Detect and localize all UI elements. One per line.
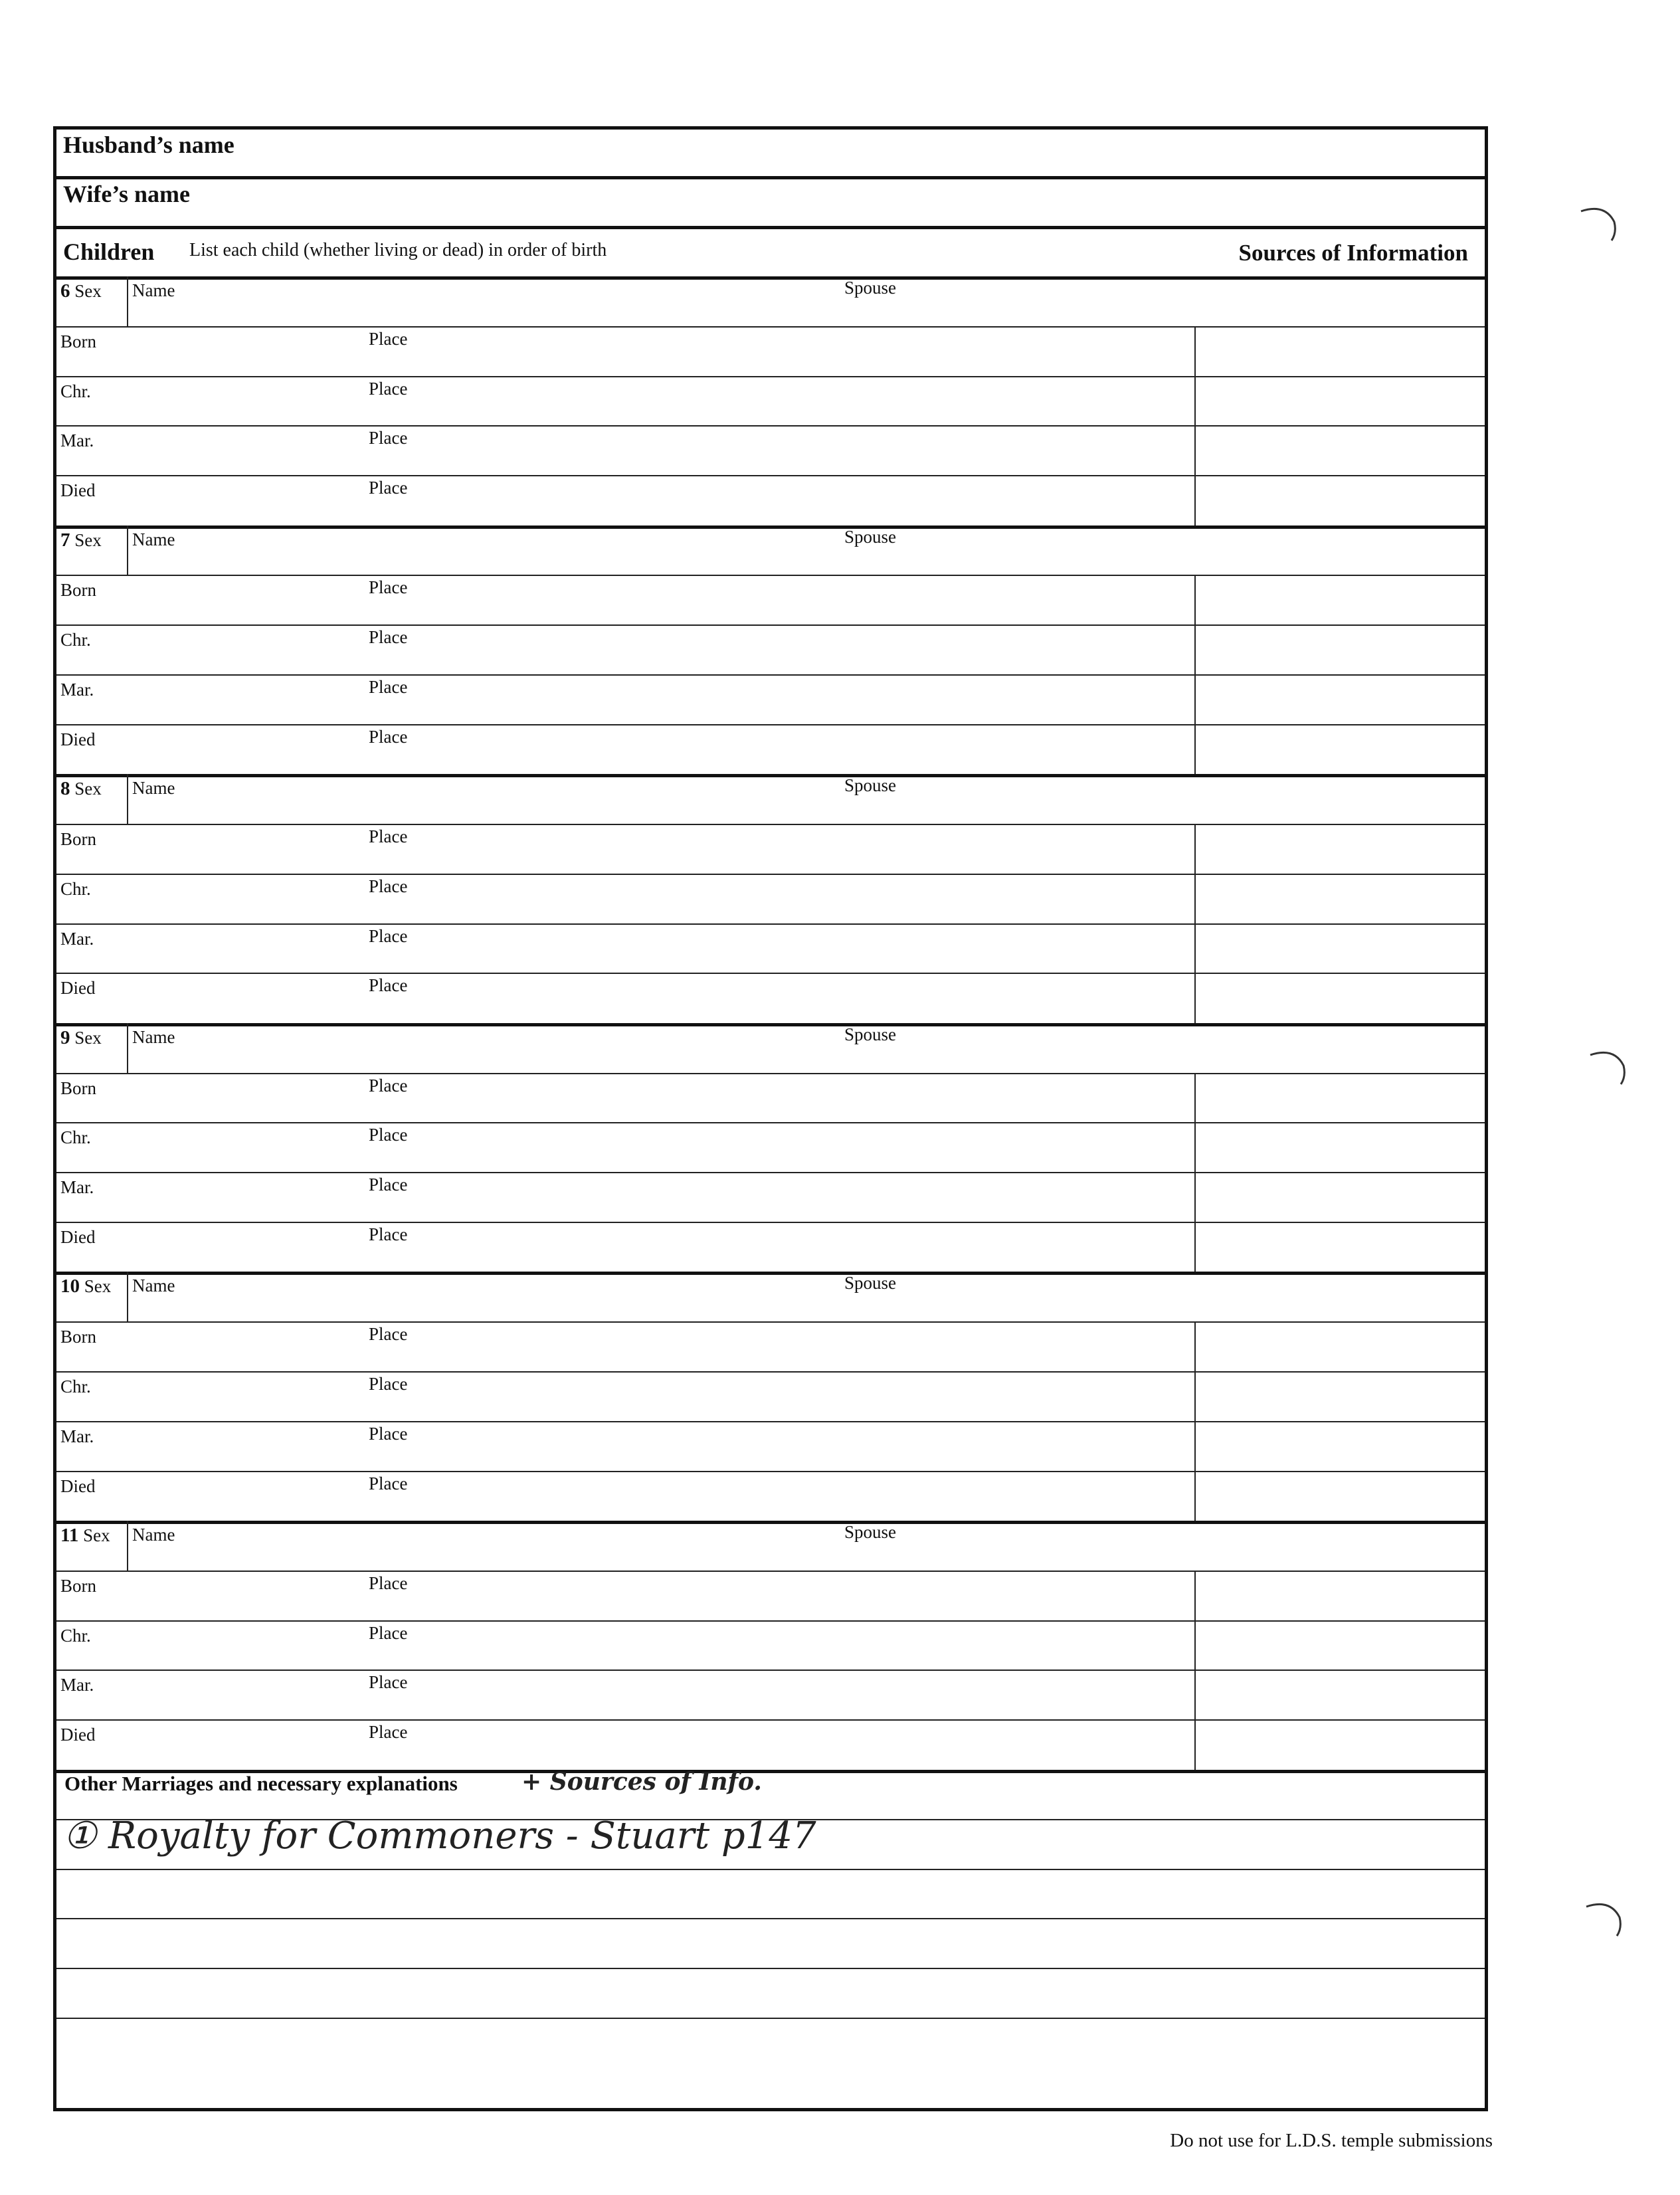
married-label: Mar. <box>60 1426 94 1446</box>
married-label: Mar. <box>60 928 94 949</box>
binder-ring-mark <box>1584 1897 1624 1937</box>
binder-ring-mark <box>1578 202 1618 242</box>
place-field[interactable]: Place <box>369 1473 408 1493</box>
child-name-field[interactable]: Name <box>132 1525 175 1545</box>
spouse-field[interactable]: Spouse <box>844 1273 897 1293</box>
child-block-divider <box>56 774 1485 777</box>
family-group-record-form <box>53 126 1488 2111</box>
child-sex-field[interactable] <box>60 529 102 551</box>
married-label: Mar. <box>60 430 94 451</box>
place-field[interactable]: Place <box>369 1722 408 1743</box>
place-field[interactable]: Place <box>369 1324 408 1345</box>
place-field[interactable]: Place <box>369 1622 408 1643</box>
child-name-field[interactable]: Name <box>132 1276 175 1296</box>
place-field[interactable]: Place <box>369 478 408 498</box>
born-label: Born <box>60 331 96 351</box>
place-field[interactable]: Place <box>369 1125 408 1145</box>
died-label: Died <box>60 480 96 501</box>
sex-label: Sex <box>74 529 102 550</box>
place-field[interactable]: Place <box>369 826 408 846</box>
married-label: Mar. <box>60 1675 94 1695</box>
place-field[interactable]: Place <box>369 577 408 598</box>
place-field[interactable]: Place <box>369 428 408 448</box>
explanation-line <box>56 1819 1485 1820</box>
binder-ring-mark <box>1588 1046 1628 1086</box>
place-field[interactable]: Place <box>369 1374 408 1394</box>
other-marriages-label: Other Marriages and necessary explanations <box>64 1772 458 1795</box>
christened-label: Chr. <box>60 1377 91 1396</box>
explanation-line <box>56 2018 1485 2019</box>
divider <box>56 1321 1485 1323</box>
sources-of-information-label: Sources of Information <box>1238 240 1468 266</box>
spouse-field[interactable]: Spouse <box>844 526 897 547</box>
place-field[interactable]: Place <box>369 378 408 399</box>
spouse-field[interactable]: Spouse <box>844 1522 897 1542</box>
child-sex-field[interactable] <box>60 280 102 302</box>
place-field[interactable]: Place <box>369 677 408 697</box>
child-number: 8 <box>60 778 70 800</box>
handwritten-sources-note: + Sources of Info. <box>521 1768 762 1796</box>
place-field[interactable]: Place <box>369 1423 408 1444</box>
divider <box>56 425 1485 427</box>
child-number: 11 <box>60 1525 79 1546</box>
child-name-field[interactable]: Name <box>132 1026 175 1047</box>
child-name-field[interactable]: Name <box>132 280 175 300</box>
child-number: 7 <box>60 529 70 551</box>
divider <box>56 575 1485 576</box>
divider <box>56 824 1485 825</box>
child-number: 10 <box>60 1276 80 1297</box>
divider <box>56 1620 1485 1622</box>
footer-note: Do not use for L.D.S. temple submissions <box>1170 2130 1493 2151</box>
died-label: Died <box>60 978 96 999</box>
christened-label: Chr. <box>60 1127 91 1148</box>
divider <box>56 1571 1485 1572</box>
divider <box>56 176 1485 179</box>
divider <box>56 973 1485 974</box>
child-sex-field[interactable] <box>60 1525 110 1547</box>
place-field[interactable]: Place <box>369 1175 408 1195</box>
divider <box>127 1023 128 1073</box>
divider <box>56 1719 1485 1721</box>
divider <box>56 475 1485 476</box>
married-label: Mar. <box>60 680 94 700</box>
child-number: 9 <box>60 1026 70 1048</box>
place-field[interactable]: Place <box>369 627 408 648</box>
children-instruction: List each child (whether living or dead) in order of birth <box>189 240 607 260</box>
born-label: Born <box>60 829 96 849</box>
sex-label: Sex <box>74 779 102 799</box>
divider <box>56 1471 1485 1472</box>
husband-name-label: Husband’s name <box>63 132 234 158</box>
married-label: Mar. <box>60 1177 94 1198</box>
divider <box>56 923 1485 925</box>
child-block-divider <box>56 1023 1485 1026</box>
divider <box>56 376 1485 377</box>
place-field[interactable]: Place <box>369 925 408 946</box>
divider <box>127 276 128 326</box>
born-label: Born <box>60 1327 96 1347</box>
child-number: 6 <box>60 280 70 302</box>
place-field[interactable]: Place <box>369 1224 408 1244</box>
divider <box>56 1073 1485 1074</box>
divider <box>127 1521 128 1571</box>
place-field[interactable]: Place <box>369 1075 408 1096</box>
died-label: Died <box>60 1476 96 1496</box>
born-label: Born <box>60 580 96 601</box>
place-field[interactable]: Place <box>369 1573 408 1593</box>
child-name-field[interactable]: Name <box>132 778 175 799</box>
spouse-field[interactable]: Spouse <box>844 775 897 796</box>
divider <box>56 724 1485 725</box>
sex-label: Sex <box>84 1276 112 1297</box>
divider <box>56 1122 1485 1123</box>
divider <box>127 774 128 824</box>
place-field[interactable]: Place <box>369 876 408 896</box>
divider <box>127 1272 128 1321</box>
died-label: Died <box>60 729 96 749</box>
divider <box>56 624 1485 626</box>
place-field[interactable]: Place <box>369 1672 408 1693</box>
spouse-field[interactable]: Spouse <box>844 1024 897 1044</box>
divider <box>56 674 1485 676</box>
spouse-field[interactable]: Spouse <box>844 278 897 298</box>
divider <box>56 1371 1485 1373</box>
divider <box>56 1222 1485 1223</box>
wife-name-label: Wife’s name <box>63 181 190 207</box>
children-label: Children <box>63 239 155 265</box>
born-label: Born <box>60 1078 96 1098</box>
handwritten-entry: ① Royalty for Commoners - Stuart p147 <box>63 1814 816 1858</box>
sex-label: Sex <box>74 281 102 301</box>
child-sex-field[interactable] <box>60 778 102 800</box>
christened-label: Chr. <box>60 878 91 899</box>
child-block-divider <box>56 1272 1485 1275</box>
explanation-line <box>56 1968 1485 1969</box>
christened-label: Chr. <box>60 1625 91 1646</box>
child-block-divider <box>56 525 1485 529</box>
explanation-line <box>56 1869 1485 1870</box>
born-label: Born <box>60 1575 96 1596</box>
child-name-field[interactable]: Name <box>132 529 175 549</box>
sex-label: Sex <box>74 1027 102 1048</box>
place-field[interactable]: Place <box>369 328 408 349</box>
child-block-divider <box>56 1521 1485 1524</box>
divider <box>56 1172 1485 1173</box>
divider <box>56 326 1485 328</box>
child-sex-field[interactable] <box>60 1027 102 1049</box>
divider <box>127 525 128 575</box>
child-sex-field[interactable] <box>60 1276 111 1297</box>
place-field[interactable]: Place <box>369 975 408 996</box>
child-block-divider <box>56 276 1485 280</box>
sex-label: Sex <box>83 1525 110 1545</box>
died-label: Died <box>60 1227 96 1247</box>
died-label: Died <box>60 1725 96 1745</box>
divider <box>56 1670 1485 1671</box>
divider <box>56 874 1485 875</box>
divider <box>56 226 1485 229</box>
divider <box>56 1421 1485 1422</box>
christened-label: Chr. <box>60 381 91 401</box>
christened-label: Chr. <box>60 630 91 650</box>
explanation-line <box>56 1918 1485 1919</box>
place-field[interactable]: Place <box>369 726 408 747</box>
